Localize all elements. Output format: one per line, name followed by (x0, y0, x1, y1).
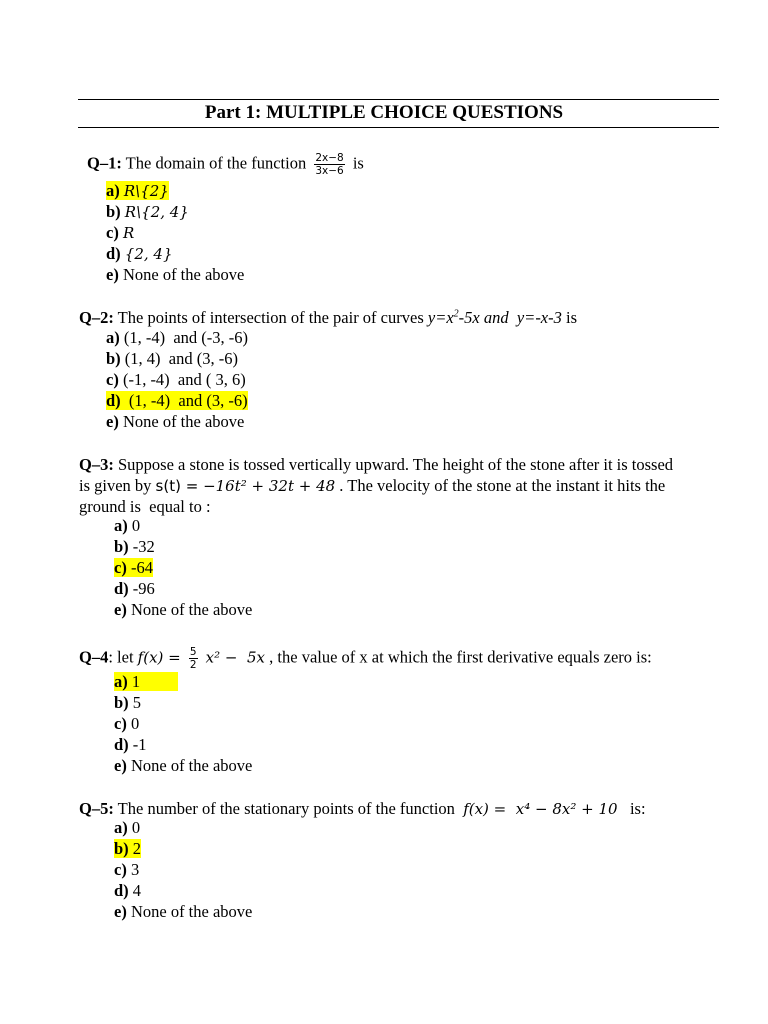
q5-option-c[interactable] (114, 859, 139, 880)
question-text: : let (108, 647, 134, 667)
option-label: d) (114, 881, 129, 900)
option-label: d) (114, 735, 129, 754)
curve-1-base: y=x (427, 308, 454, 327)
curve-1-exponent: 2 (453, 308, 459, 320)
question-4 (79, 646, 652, 671)
option-text: 0 (130, 714, 140, 733)
question-text: Suppose a stone is tossed vertically upward. The height of the stone after it is tossed (117, 455, 674, 474)
option-text: (1, -4) and (3, -6) (128, 391, 248, 410)
q4-option-b[interactable] (114, 692, 141, 713)
option-label: c) (106, 370, 119, 389)
formula-lhs: f(x) = (137, 648, 181, 667)
question-label: Q–1: (87, 153, 122, 173)
option-text: -32 (132, 537, 155, 556)
question-2 (79, 307, 577, 328)
question-label: Q–2: (79, 308, 114, 327)
option-text: 3 (130, 860, 140, 879)
question-3-line-3 (79, 496, 211, 517)
question-text: is given by (79, 476, 152, 495)
q2-option-b[interactable] (106, 348, 238, 369)
option-label: c) (114, 558, 127, 577)
q3-option-e[interactable] (114, 599, 252, 620)
fraction-numerator: 5 (189, 646, 197, 658)
option-label: b) (114, 839, 129, 858)
formula-lhs: s(t) = (155, 477, 204, 495)
option-label: b) (114, 537, 129, 556)
option-text: R (122, 224, 135, 242)
q4-option-c[interactable] (114, 713, 139, 734)
q3-option-c[interactable] (114, 557, 153, 578)
fraction-denominator: 2 (189, 659, 197, 671)
q1-option-b[interactable] (106, 201, 189, 223)
q1-option-a[interactable] (106, 180, 169, 202)
q3-option-a[interactable] (114, 515, 140, 536)
option-label: c) (114, 714, 127, 733)
option-label: e) (114, 600, 127, 619)
option-label: e) (114, 902, 127, 921)
option-text: 0 (131, 516, 141, 535)
q2-option-d[interactable] (106, 390, 248, 411)
question-label: Q–4 (79, 647, 109, 667)
question-text-end: , the value of x at which the first derivative equals zero is: (269, 647, 652, 667)
q5-option-e[interactable] (114, 901, 252, 922)
q1-option-d[interactable] (106, 243, 173, 265)
option-label: a) (114, 672, 128, 691)
question-text: The number of the stationary points of the function (117, 799, 455, 818)
option-text: 2 (132, 839, 142, 858)
fraction (189, 646, 198, 671)
question-text: ground is equal to : (79, 497, 211, 516)
top-rule (78, 99, 719, 100)
option-text: -64 (130, 558, 153, 577)
q4-option-d[interactable] (114, 734, 147, 755)
q5-option-d[interactable] (114, 880, 141, 901)
q5-option-a[interactable] (114, 817, 140, 838)
fraction-denominator: 3x−6 (315, 165, 344, 177)
option-text: (1, 4) and (3, -6) (124, 349, 238, 368)
curve-1-rest: -5x and (458, 308, 509, 327)
formula-rhs: −16t² + 32t + 48 (203, 477, 336, 495)
formula-rhs: x² − 5x (205, 648, 266, 667)
option-text: None of the above (122, 412, 245, 431)
question-label: Q–3: (79, 455, 114, 474)
option-label: b) (106, 202, 121, 221)
option-label: e) (106, 412, 119, 431)
fraction-numerator: 2x−8 (315, 152, 344, 164)
q3-option-d[interactable] (114, 578, 155, 599)
option-label: d) (114, 579, 129, 598)
option-label: d) (106, 391, 121, 410)
option-text: None of the above (130, 902, 253, 921)
q4-option-a[interactable] (114, 671, 178, 692)
option-label: e) (106, 265, 119, 284)
option-text: None of the above (130, 600, 253, 619)
question-text-end: is (352, 153, 364, 173)
option-text: 5 (132, 693, 142, 712)
q4-option-e[interactable] (114, 755, 252, 776)
q2-option-a[interactable] (106, 327, 248, 348)
option-text: None of the above (130, 756, 253, 775)
option-label: b) (114, 693, 129, 712)
option-text: (1, -4) and (-3, -6) (123, 328, 249, 347)
q1-option-e[interactable] (106, 264, 244, 285)
question-text-end: is (566, 308, 578, 327)
fraction (314, 152, 344, 177)
page-title: Part 1: MULTIPLE CHOICE QUESTIONS (204, 102, 564, 123)
option-label: a) (106, 181, 120, 200)
option-text: 0 (131, 818, 141, 837)
option-label: e) (114, 756, 127, 775)
option-text: -1 (132, 735, 147, 754)
question-5 (79, 798, 646, 820)
option-text: None of the above (122, 265, 245, 284)
option-label: a) (114, 818, 128, 837)
q2-option-c[interactable] (106, 369, 246, 390)
option-text: R\{2} (123, 182, 169, 200)
question-text: The domain of the function (125, 153, 307, 173)
question-text: . The velocity of the stone at the instant it hits the (339, 476, 666, 495)
option-text: {2, 4} (124, 245, 173, 263)
question-1 (87, 152, 364, 177)
curve-2: y=-x-3 (516, 308, 562, 327)
q2-option-e[interactable] (106, 411, 244, 432)
option-label: d) (106, 244, 121, 263)
title-rule (78, 127, 719, 128)
option-text: 1 (131, 672, 141, 691)
option-text: (-1, -4) and ( 3, 6) (122, 370, 246, 389)
q3-option-b[interactable] (114, 536, 155, 557)
question-3 (79, 454, 673, 475)
q1-option-c[interactable] (106, 222, 134, 244)
option-label: b) (106, 349, 121, 368)
option-label: a) (106, 328, 120, 347)
question-text-end: is: (629, 799, 646, 818)
option-label: c) (106, 223, 119, 242)
option-text: 4 (132, 881, 142, 900)
q5-option-b[interactable] (114, 838, 141, 859)
question-label: Q–5: (79, 799, 114, 818)
option-text: -96 (132, 579, 155, 598)
question-text: The points of intersection of the pair of curves (117, 308, 424, 327)
option-label: a) (114, 516, 128, 535)
formula: f(x) = x⁴ − 8x² + 10 (463, 800, 618, 818)
option-label: c) (114, 860, 127, 879)
question-3-line-2 (79, 475, 665, 497)
option-text: R\{2, 4} (124, 203, 189, 221)
